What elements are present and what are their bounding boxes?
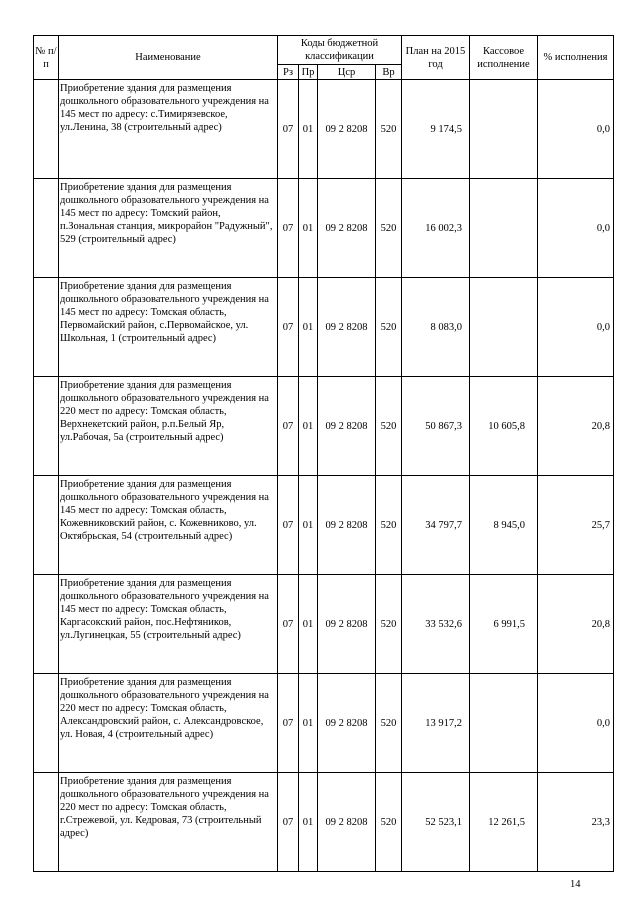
cell-rz: 07 (278, 278, 299, 377)
cell-pr: 01 (299, 377, 318, 476)
cell-plan: 13 917,2 (402, 674, 470, 773)
cell-cash (470, 80, 538, 179)
header-budget-codes: Коды бюджетной классификации (278, 36, 402, 65)
cell-vr: 520 (376, 80, 402, 179)
cell-num (34, 476, 59, 575)
budget-table (33, 35, 614, 872)
cell-pr: 01 (299, 773, 318, 872)
header-pr: Пр (299, 65, 318, 80)
cell-percent: 23,3 (538, 773, 614, 872)
cell-rz: 07 (278, 476, 299, 575)
cell-csr: 09 2 8208 (318, 575, 376, 674)
cell-csr: 09 2 8208 (318, 476, 376, 575)
cell-num (34, 179, 59, 278)
cell-plan: 33 532,6 (402, 575, 470, 674)
cell-plan: 16 002,3 (402, 179, 470, 278)
cell-pr: 01 (299, 179, 318, 278)
cell-percent: 0,0 (538, 674, 614, 773)
header-plan: План на 2015 год (402, 36, 470, 80)
cell-num (34, 674, 59, 773)
cell-percent: 20,8 (538, 377, 614, 476)
cell-name: Приобретение здания для размещения дошкольного образовательного учреждения на 220 мест по адресу: Томская область, г.Стрежевой, ул. Кедровая, 73 (строительный адрес) (59, 773, 278, 872)
cell-cash: 12 261,5 (470, 773, 538, 872)
cell-cash: 8 945,0 (470, 476, 538, 575)
table-row (34, 278, 614, 377)
cell-pr: 01 (299, 80, 318, 179)
cell-pr: 01 (299, 278, 318, 377)
cell-cash (470, 179, 538, 278)
cell-plan: 50 867,3 (402, 377, 470, 476)
cell-pr: 01 (299, 476, 318, 575)
cell-percent: 25,7 (538, 476, 614, 575)
cell-csr: 09 2 8208 (318, 773, 376, 872)
cell-percent: 0,0 (538, 278, 614, 377)
cell-name: Приобретение здания для размещения дошкольного образовательного учреждения на 220 мест по адресу: Томская область, Верхнекетский район, р.п.Белый Яр, ул.Рабочая, 5а (строительный адрес) (59, 377, 278, 476)
cell-rz: 07 (278, 80, 299, 179)
cell-pr: 01 (299, 674, 318, 773)
cell-num (34, 773, 59, 872)
cell-vr: 520 (376, 674, 402, 773)
cell-cash (470, 278, 538, 377)
cell-name: Приобретение здания для размещения дошкольного образовательного учреждения на 145 мест по адресу: Томская область, Первомайский район, с.Первомайское, ул. Школьная, 1 (строительный адрес) (59, 278, 278, 377)
header-vr: Вр (376, 65, 402, 80)
table-header-row (34, 36, 614, 65)
header-csr: Цср (318, 65, 376, 80)
cell-name: Приобретение здания для размещения дошкольного образовательного учреждения на 145 мест по адресу: Томский район, п.Зональная станция, микрорайон "Радужный", 529 (строительный адрес) (59, 179, 278, 278)
cell-percent: 0,0 (538, 80, 614, 179)
cell-vr: 520 (376, 575, 402, 674)
cell-csr: 09 2 8208 (318, 278, 376, 377)
cell-csr: 09 2 8208 (318, 179, 376, 278)
cell-name: Приобретение здания для размещения дошкольного образовательного учреждения на 145 мест по адресу: Томская область, Кожевниковский район, с. Кожевниково, ул. Октябрьская, 54 (строительный адрес) (59, 476, 278, 575)
cell-num (34, 377, 59, 476)
cell-cash: 6 991,5 (470, 575, 538, 674)
table-row (34, 575, 614, 674)
table-row (34, 773, 614, 872)
table-row (34, 674, 614, 773)
cell-pr: 01 (299, 575, 318, 674)
cell-num (34, 575, 59, 674)
cell-plan: 9 174,5 (402, 80, 470, 179)
cell-vr: 520 (376, 278, 402, 377)
header-name: Наименование (59, 36, 278, 80)
table-row (34, 80, 614, 179)
cell-plan: 52 523,1 (402, 773, 470, 872)
cell-num (34, 278, 59, 377)
cell-vr: 520 (376, 476, 402, 575)
header-num: № п/п (34, 36, 59, 80)
cell-cash (470, 674, 538, 773)
cell-rz: 07 (278, 773, 299, 872)
header-cash: Кассовое исполнение (470, 36, 538, 80)
page-number: 14 (570, 879, 581, 890)
table-row (34, 377, 614, 476)
cell-percent: 20,8 (538, 575, 614, 674)
cell-csr: 09 2 8208 (318, 377, 376, 476)
header-rz: Рз (278, 65, 299, 80)
cell-csr: 09 2 8208 (318, 674, 376, 773)
header-percent: % исполнения (538, 36, 614, 80)
cell-rz: 07 (278, 377, 299, 476)
cell-vr: 520 (376, 377, 402, 476)
cell-num (34, 80, 59, 179)
cell-vr: 520 (376, 773, 402, 872)
cell-plan: 8 083,0 (402, 278, 470, 377)
cell-rz: 07 (278, 674, 299, 773)
cell-rz: 07 (278, 575, 299, 674)
table-row (34, 179, 614, 278)
cell-cash: 10 605,8 (470, 377, 538, 476)
cell-percent: 0,0 (538, 179, 614, 278)
cell-name: Приобретение здания для размещения дошкольного образовательного учреждения на 145 мест по адресу: с.Тимирязевское, ул.Ленина, 38 (строительный адрес) (59, 80, 278, 179)
cell-rz: 07 (278, 179, 299, 278)
cell-csr: 09 2 8208 (318, 80, 376, 179)
table-row (34, 476, 614, 575)
cell-vr: 520 (376, 179, 402, 278)
cell-name: Приобретение здания для размещения дошкольного образовательного учреждения на 220 мест по адресу: Томская область, Александровский район, с. Александровское, ул. Новая, 4 (строительный адрес) (59, 674, 278, 773)
cell-plan: 34 797,7 (402, 476, 470, 575)
cell-name: Приобретение здания для размещения дошкольного образовательного учреждения на 145 мест по адресу: Томская область, Каргасокский район, пос.Нефтяников, ул.Лугинецкая, 55 (строительный адрес) (59, 575, 278, 674)
